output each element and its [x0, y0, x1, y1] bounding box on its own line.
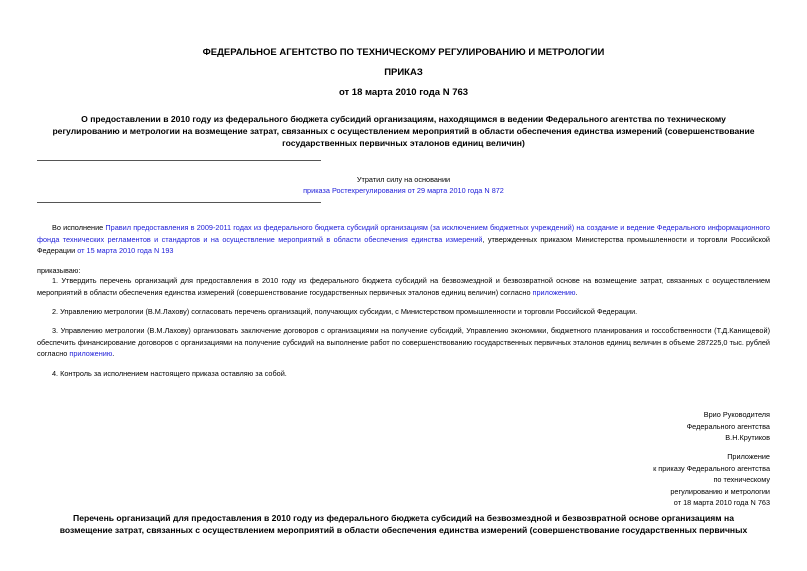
- item-1: [37, 275, 770, 298]
- appendix-line: по техническому: [713, 475, 770, 484]
- signature-line: В.Н.Крутиков: [725, 433, 770, 442]
- repeal-order-link[interactable]: приказа Ростехрегулирования от 29 марта 2010 года N 872: [303, 186, 504, 195]
- ministry-order-link[interactable]: от 15 марта 2010 года N 193: [77, 246, 174, 255]
- item-4: 4. Контроль за исполнением настоящего приказа оставляю за собой.: [52, 369, 287, 378]
- order-word: приказываю:: [37, 266, 81, 275]
- list-title: [0, 512, 807, 536]
- divider-bottom: [37, 202, 321, 203]
- intro-middle: , утвержденных приказом Министерства промышленности и торговли Российской Федерации: [37, 234, 771, 255]
- appendix-block: [570, 451, 770, 509]
- list-title-line: Перечень организаций для предоставления в 2010 году из федерального бюджета субсидий на безвозмездной и безвозвратной основе организациям на: [73, 513, 734, 523]
- doc-date-number: от 18 марта 2010 года N 763: [338, 87, 469, 98]
- appendix-line: Приложение: [727, 452, 770, 461]
- signature-block: [570, 409, 770, 444]
- item-3: [37, 325, 770, 360]
- signature-line: Федерального агентства: [686, 421, 770, 431]
- appendix-line: регулированию и метрологии: [670, 486, 770, 496]
- signature-line: Врио Руководителя: [703, 410, 770, 419]
- order-title-line: О предоставлении в 2010 году из федерального бюджета субсидий организациям, находящимся в ведении Федерального агентства по техническому: [81, 114, 726, 124]
- status-note-link-wrap: [0, 186, 807, 196]
- item-3-text: 3. Управлению метрологии (В.М.Лахову) организовать заключение договоров с организациями на получение субсидий, Управлению экономики, бюджетного планирования и госсобственности (Т.Д.Канищевой) обеспечить финансирование договоров с организациями на получение субсидий на выполнение работ по совершенствованию государственных первичных эталонов единиц величин в объеме 287225,0 тыс. рублей согласно: [37, 326, 770, 358]
- status-note: Утратил силу на основании: [356, 175, 451, 184]
- item-1-text: 1. Утвердить перечень организаций для предоставления в 2010 году из федерального бюджета субсидий на безвозмездной и безвозвратной основе на возмещение затрат, связанных с осуществлением мероприятий в области обеспечения единства измерений (совершенствование государственных первичных эталонов единиц величин) согласно: [37, 276, 770, 297]
- order-title-line: государственных первичных эталонов единиц величин): [282, 138, 525, 148]
- intro-prefix: Во исполнение: [52, 223, 106, 232]
- agency-heading: ФЕДЕРАЛЬНОЕ АГЕНТСТВО ПО ТЕХНИЧЕСКОМУ РЕГУЛИРОВАНИЮ И МЕТРОЛОГИИ: [202, 47, 605, 58]
- intro-paragraph: [37, 222, 770, 257]
- list-title-line: возмещение затрат, связанных с осуществлением мероприятий в области обеспечения единства измерений (совершенствование государственных первичных: [59, 525, 748, 535]
- order-title: [0, 113, 807, 149]
- doc-type-heading: ПРИКАЗ: [384, 67, 423, 78]
- divider-top: [37, 160, 321, 161]
- rules-link[interactable]: Правил предоставления в 2009-2011 годах из федерального бюджета субсидий организациям (за исключением бюджетных учреждений) на создание и ведение Федерального информационного фонда технических регламентов и стандартов и на осуществление мероприятий в области обеспечения единства измерений: [37, 223, 770, 244]
- order-title-line: регулированию и метрологии на возмещение затрат, связанных с осуществлением мероприятий в области обеспечения единства измерений (совершенствование: [52, 126, 755, 136]
- appendix-link[interactable]: приложению: [532, 287, 576, 297]
- appendix-line: к приказу Федерального агентства: [653, 463, 770, 473]
- appendix-link[interactable]: приложению: [69, 349, 113, 358]
- item-2: 2. Управлению метрологии (В.М.Лахову) согласовать перечень организаций, получающих субсидии, с Министерством промышленности и торговли Российской Федерации.: [52, 307, 638, 316]
- item-3-end: .: [112, 349, 115, 358]
- item-1-end: .: [575, 287, 578, 297]
- appendix-line: от 18 марта 2010 года N 763: [673, 498, 770, 507]
